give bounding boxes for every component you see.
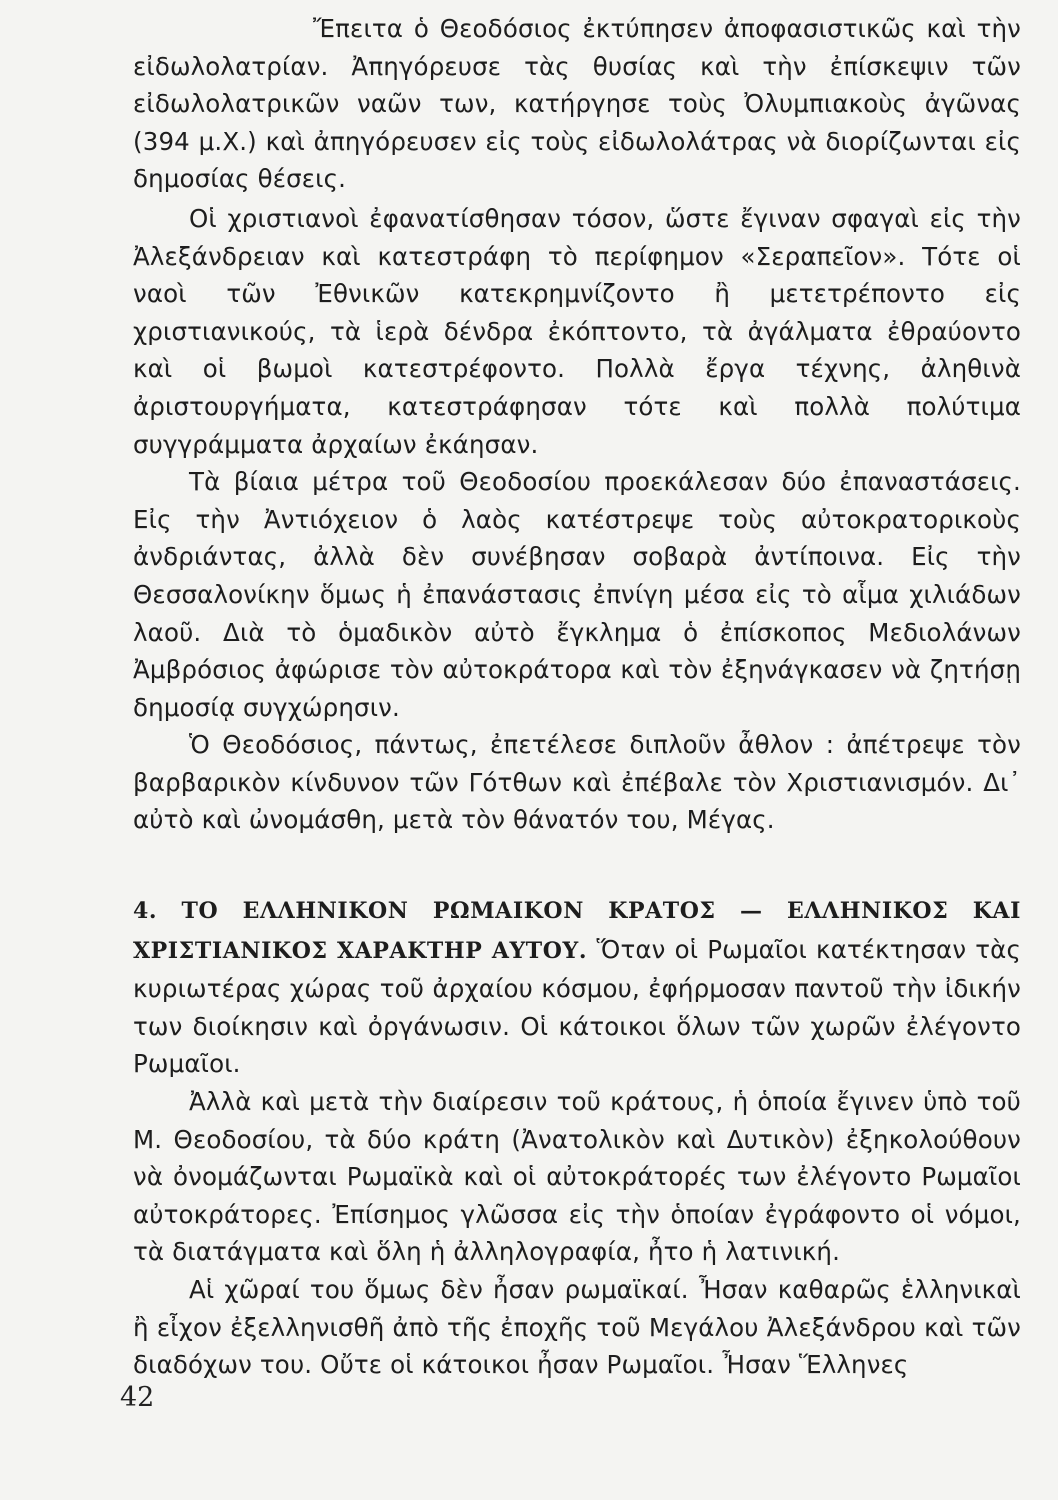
body-text [133,10,1021,1384]
section-4-opening [133,891,1021,1083]
page-number: 42 [120,1382,155,1413]
section-intro-text: Ὅταν οἱ Ρωμαῖοι κατέκτησαν τὰς κυριωτέρας χώρας τοῦ ἀρχαίου κόσμου, ἐφήρμοσαν παντοῦ τὴν ἰδικήν των διοίκησιν καὶ ὀργάνωσιν. Οἱ κάτοικοι ὅλων τῶν χωρῶν ἐλέγοντο Ρωμαῖοι. [133,934,1021,1079]
paragraph-revolts: Τὰ βίαια μέτρα τοῦ Θεοδοσίου προεκάλεσαν δύο ἐπαναστάσεις. Εἰς τὴν Ἀντιόχειον ὁ λαὸς κατέστρεψε τοὺς αὐτοκρατορικοὺς ἀνδριάντας, ἀλλὰ δὲν συνέβησαν σοβαρὰ ἀντίποινα. Εἰς τὴν Θεσσαλονίκην ὅμως ἡ ἐπανάστασις ἐπνίγη μέσα εἰς τὸ αἷμα χιλιάδων λαοῦ. Διὰ τὸ ὁμαδικὸν αὐτὸ ἔγκλημα ὁ ἐπίσκοπος Μεδιολάνων Ἀμβρόσιος ἀφώρισε τὸν αὐτοκράτορα καὶ τὸν ἐξηνάγκασεν νὰ ζητήσῃ δημοσίᾳ συγχώρησιν. [133,467,1021,722]
paragraph-theodosius-paganism: Ἔπειτα ὁ Θεοδόσιος ἐκτύπησεν ἀποφασιστικῶς καὶ τὴν εἰδωλολατρίαν. Ἀπηγόρευσε τὰς θυσίας καὶ τὴν ἐπίσκεψιν τῶν εἰδωλολατρικῶν ναῶν των, κατήργησε τοὺς Ὀλυμπιακοὺς ἀγῶνας (394 μ.Χ.) καὶ ἀπηγόρευσεν εἰς τοὺς εἰδωλολάτρας νὰ διορίζωνται εἰς δημοσίας θέσεις. [133,14,1021,194]
paragraph-greek-lands: Αἱ χῶραί του ὅμως δὲν ἦσαν ρωμαϊκαί. Ἦσαν καθαρῶς ἑλληνικαὶ ἢ εἶχον ἐξελληνισθῆ ἀπὸ τῆς ἐποχῆς τοῦ Μεγάλου Ἀλεξάνδρου καὶ τῶν διαδόχων του. Οὔτε οἱ κάτοικοι ἦσαν Ρωμαῖοι. Ἦσαν Ἕλληνες [133,1275,1021,1380]
paragraph-christian-zeal: Οἱ χριστιανοὶ ἐφανατίσθησαν τόσον, ὥστε ἔγιναν σφαγαὶ εἰς τὴν Ἀλεξάνδρειαν καὶ κατεστράφη τὸ περίφημον «Σεραπεῖον». Τότε οἱ ναοὶ τῶν Ἐθνικῶν κατεκρημνίζοντο ἢ μετετρέποντο εἰς χριστιανικούς, τὰ ἱερὰ δένδρα ἐκόπτοντο, τὰ ἀγάλματα ἐθραύοντο καὶ οἱ βωμοὶ κατεστρέφοντο. Πολλὰ ἔργα τέχνης, ἀληθινὰ ἀριστουργήματα, κατεστράφησαν τότε καὶ πολλὰ πολύτιμα συγγράμματα ἀρχαίων ἐκάησαν. [133,203,1021,459]
paragraph-double-feat: Ὁ Θεοδόσιος, πάντως, ἐπετέλεσε διπλοῦν ἆθλον : ἀπέτρεψε τὸν βαρβαρικὸν κίνδυνον τῶν Γότθων καὶ ἐπέβαλε τὸν Χριστιανισμόν. Δι᾿ αὐτὸ καὶ ὠνομάσθη, μετὰ τὸν θάνατόν του, Μέγας. [133,730,1021,835]
section-heading: 4. ΤΟ ΕΛΛΗΝΙΚΟΝ ΡΩΜΑΙΚΟΝ ΚΡΑΤΟΣ — ΕΛΛΗΝΙΚΟΣ ΚΑΙ ΧΡΙΣΤΙΑΝΙΚΟΣ ΧΑΡΑΚΤΗΡ ΑΥΤΟΥ. [133,898,1021,964]
paragraph-empire-division: Ἀλλὰ καὶ μετὰ τὴν διαίρεσιν τοῦ κράτους, ἡ ὁποία ἔγινεν ὑπὸ τοῦ Μ. Θεοδοσίου, τὰ δύο κράτη (Ἀνατολικὸν καὶ Δυτικὸν) ἐξηκολούθουν νὰ ὀνομάζωνται Ρωμαϊκὰ καὶ οἱ αὐτοκράτορές των ἐλέγοντο Ρωμαῖοι αὐτοκράτορες. Ἐπίσημος γλῶσσα εἰς τὴν ὁποίαν ἐγράφοντο οἱ νόμοι, τὰ διατάγματα καὶ ὅλη ἡ ἀλληλογραφία, ἦτο ἡ λατινική. [133,1087,1021,1267]
